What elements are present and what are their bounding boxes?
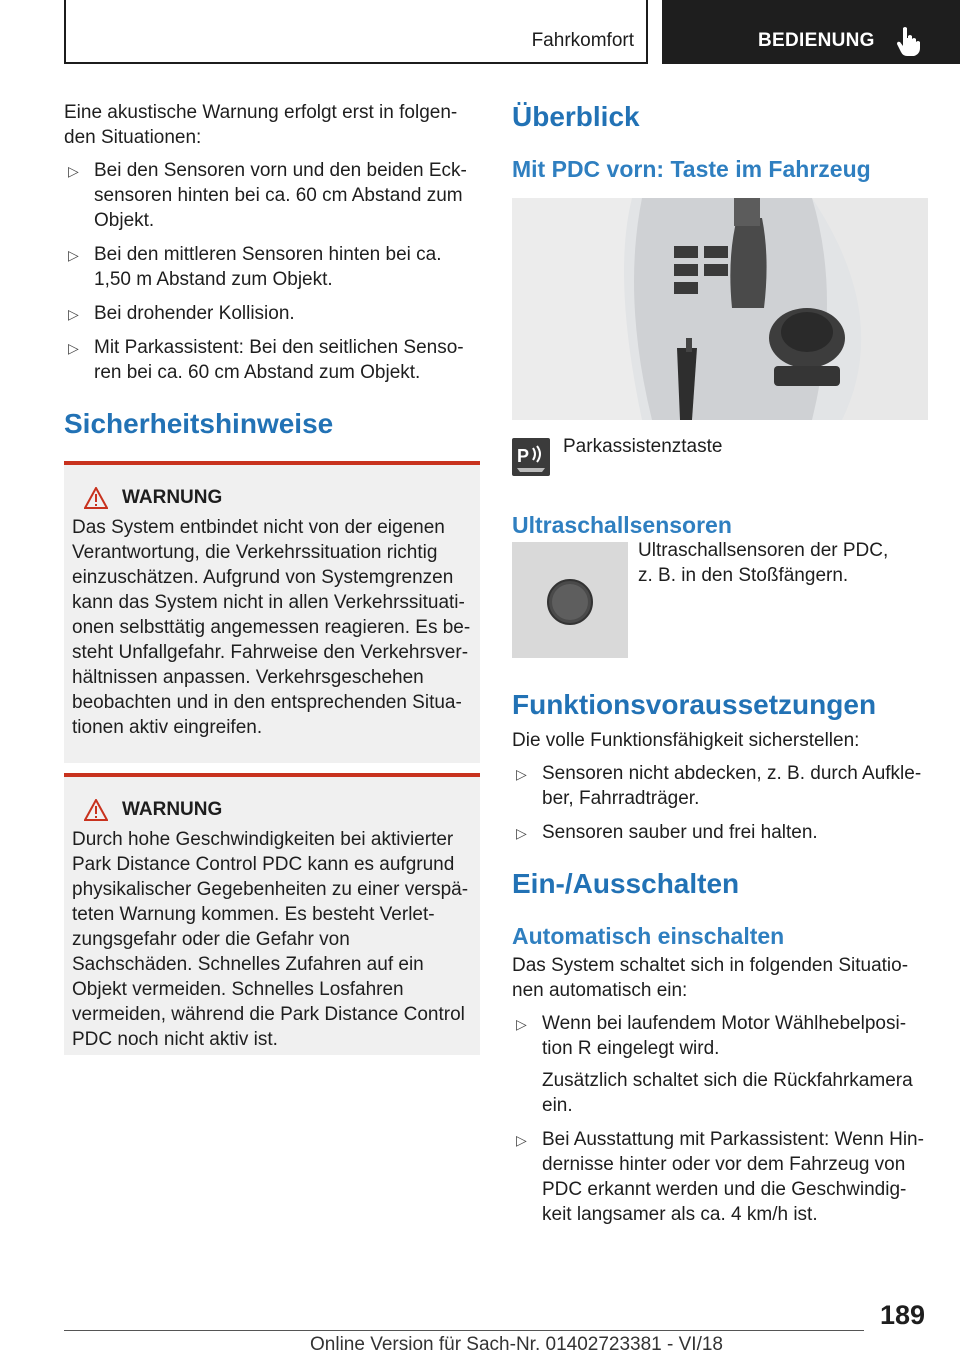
warning-triangle-icon xyxy=(84,487,108,509)
safety-heading: Sicherheitshinweise xyxy=(64,408,334,439)
intro-paragraph: Eine akustische Warnung erfolgt erst in folgen-den Situationen: xyxy=(64,102,458,148)
warning-box-1 xyxy=(64,461,480,763)
footer-divider xyxy=(64,1330,864,1331)
list-item-note: Zusätzlich schaltet sich die Rückfahrkamera ein. xyxy=(542,1070,913,1116)
header-chapter-box xyxy=(64,0,648,64)
ultrasonic-sensor-photo xyxy=(512,542,628,658)
list-item: ▷ Mit Parkassistent: Bei den seitlichen Senso-ren bei ca. 60 cm Abstand zum Objekt. xyxy=(68,337,464,383)
list-item: ▷ Bei den Sensoren vorn und den beiden Eck-sensoren hinten bei ca. 60 cm Abstand zum Objekt. xyxy=(68,160,467,231)
triangle-bullet-icon: ▷ xyxy=(516,766,527,782)
triangle-bullet-icon: ▷ xyxy=(68,163,79,179)
center-console-photo xyxy=(512,198,928,420)
page-number: 189 xyxy=(880,1300,926,1330)
triangle-bullet-icon: ▷ xyxy=(516,1132,527,1148)
warning-situations-list xyxy=(64,158,480,385)
onoff-heading: Ein-/Ausschalten xyxy=(512,868,740,899)
warning-text: Durch hohe Geschwindigkeiten bei aktivierter Park Distance Control PDC kann es aufgrund physikalischer Gegebenheiten zu einer verspä-teten Warnung kommen. Es besteht Verlet-zungsgefahr oder die Gefahr von Sachschäden. Schnelles Zufahren auf ein Objekt vermeiden. Schnelles Losfahren vermeiden, während die Park Distance Control PDC noch nicht aktiv ist. xyxy=(72,829,469,1050)
auto-intro: Das System schaltet sich in folgenden Situatio-nen automatisch ein: xyxy=(512,955,909,1001)
triangle-bullet-icon: ▷ xyxy=(68,306,79,322)
warning-box-2 xyxy=(64,773,480,1055)
warning-header: WARNUNG xyxy=(84,487,472,509)
triangle-bullet-icon: ▷ xyxy=(516,1016,527,1032)
triangle-bullet-icon: ▷ xyxy=(516,825,527,841)
header-section-box xyxy=(662,0,960,64)
ultrasonic-heading: Ultraschallsensoren xyxy=(512,512,732,538)
list-item: ▷ Bei den mittleren Sensoren hinten bei ca. 1,50 m Abstand zum Objekt. xyxy=(68,244,442,290)
parking-assist-button-icon xyxy=(512,438,550,476)
chapter-title: Fahrkomfort xyxy=(531,30,634,51)
warning-triangle-icon xyxy=(84,799,108,821)
function-heading: Funktionsvoraussetzungen xyxy=(512,689,877,720)
parking-button-label: Parkassistenztaste xyxy=(563,436,723,457)
list-item: ▷ Bei drohender Kollision. xyxy=(64,301,480,326)
list-item: ▷ Sensoren nicht abdecken, z. B. durch Aufkle-ber, Fahrradträger. xyxy=(516,763,922,809)
function-list xyxy=(512,761,928,845)
section-title: BEDIENUNG xyxy=(758,30,875,51)
ultrasonic-section xyxy=(512,540,928,660)
pdc-subheading: Mit PDC vorn: Taste im Fahrzeug xyxy=(512,156,871,182)
left-column xyxy=(64,100,480,1055)
svg-text:P: P xyxy=(517,446,530,466)
list-item: ▷ Wenn bei laufendem Motor Wählhebelposi-tion R eingelegt wird. Zusätzlich schaltet sich die Rückfahrkamera ein. xyxy=(512,1011,928,1118)
center-console-illustration xyxy=(512,198,928,420)
parking-button-row xyxy=(512,438,928,482)
auto-list xyxy=(512,1011,928,1227)
footer-text: Online Version für Sach-Nr. 01402723381 - VI/18 xyxy=(310,1334,723,1355)
triangle-bullet-icon: ▷ xyxy=(68,340,79,356)
warning-text: Das System entbindet nicht von der eigenen Verantwortung, die Verkehrssituation richtig einzuschätzen. Aufgrund von Systemgrenzen kann das System nicht in allen Verkehrssituati-onen selbsttätig angemessen reagieren. Es be-steht Unfallgefahr. Fahrweise den Verkehrsver-hältnissen anpassen. Verkehrsgeschehen beobachten und in den entsprechenden Situa-tionen aktiv eingreifen. xyxy=(72,517,471,738)
auto-subheading: Automatisch einschalten xyxy=(512,923,785,949)
pointing-hand-icon xyxy=(896,26,922,56)
list-item: ▷ Bei Ausstattung mit Parkassistent: Wenn Hin-dernisse hinter oder vor dem Fahrzeug von PDC erkannt werden und die Geschwindig-keit langsamer als ca. 4 km/h ist. xyxy=(516,1129,924,1225)
overview-heading: Überblick xyxy=(512,101,640,132)
list-item: ▷ Sensoren sauber und frei halten. xyxy=(512,820,928,845)
triangle-bullet-icon: ▷ xyxy=(68,247,79,263)
right-column xyxy=(512,100,928,1227)
function-intro: Die volle Funktionsfähigkeit sicherstellen: xyxy=(512,730,860,751)
ultrasonic-text: Ultraschallsensoren der PDC, z. B. in den Stoßfängern. xyxy=(638,540,889,586)
warning-header: WARNUNG xyxy=(84,799,472,821)
